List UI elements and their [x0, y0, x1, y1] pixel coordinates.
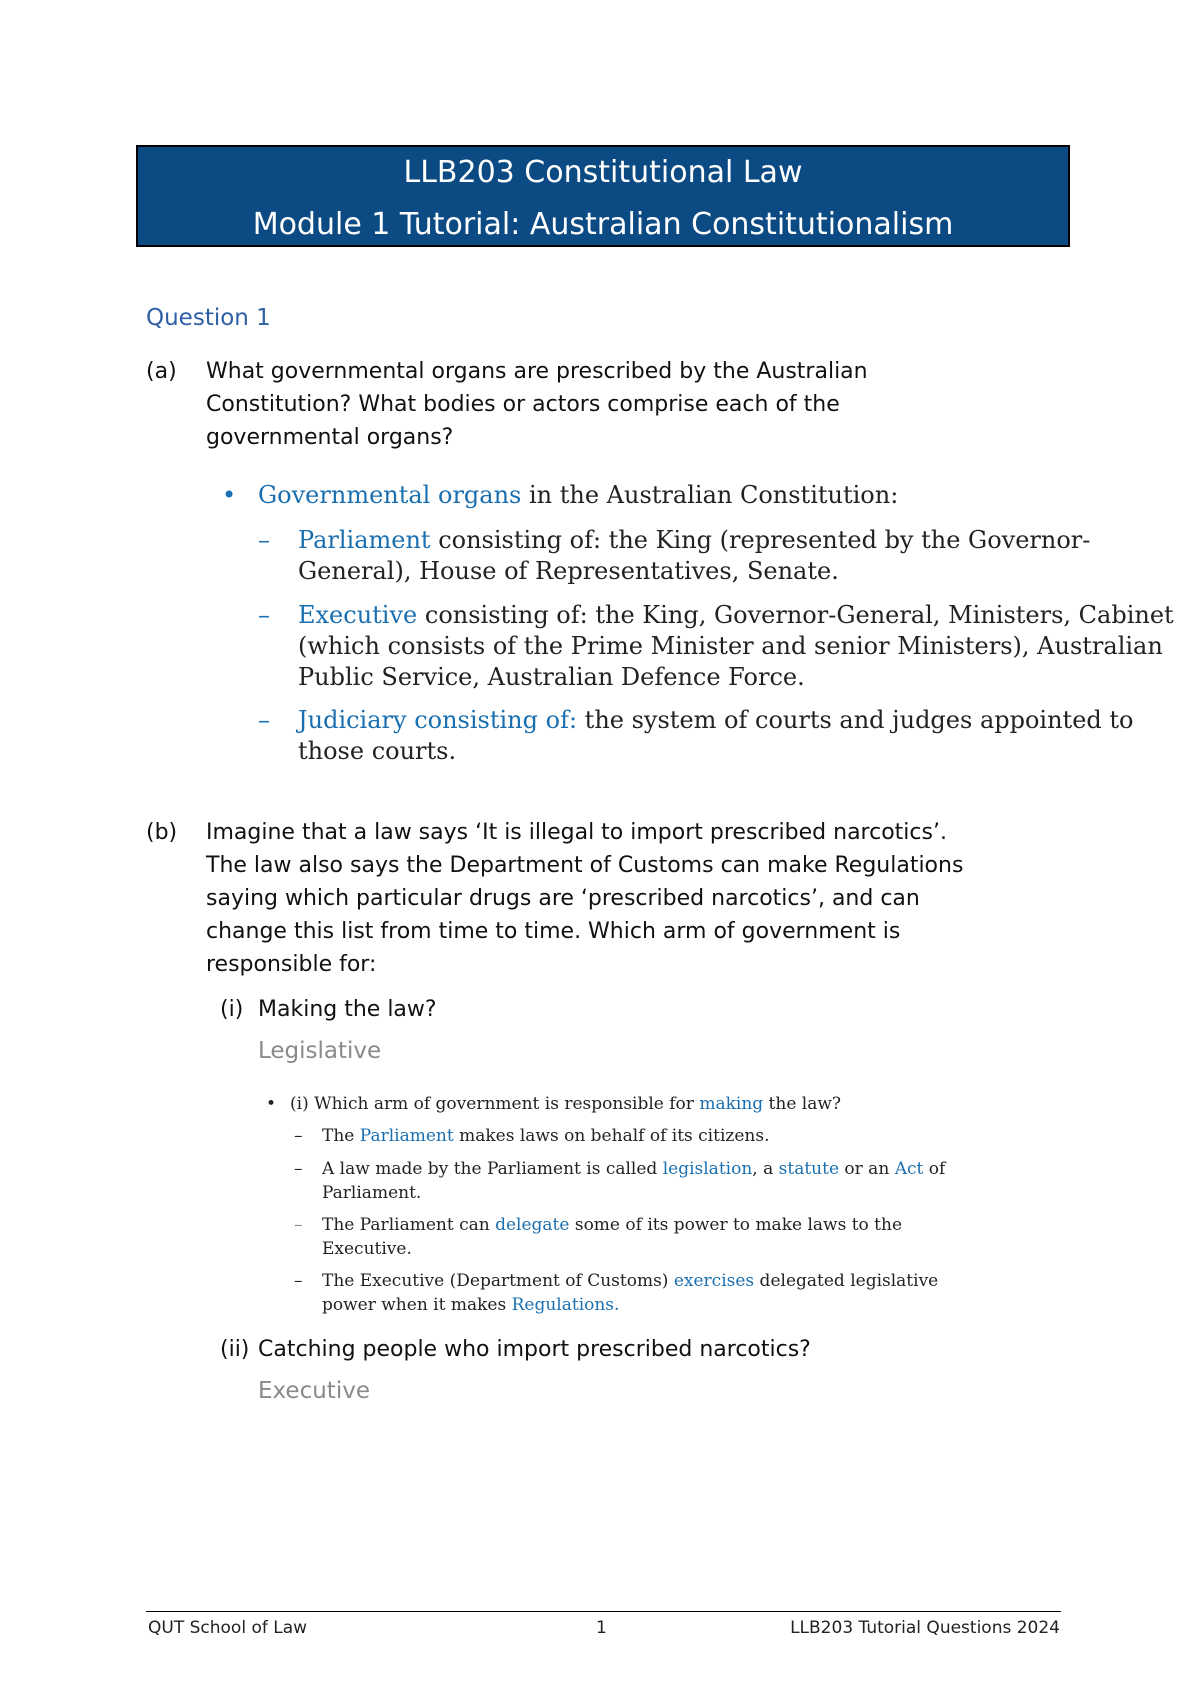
footer-page-number: 1	[596, 1618, 607, 1638]
slide2-highlight: Act	[894, 1159, 924, 1179]
slide1-parliament-highlight: Parliament	[298, 526, 431, 554]
part-b-label: (b)	[146, 820, 178, 845]
bullet: •	[266, 1094, 277, 1114]
sub-ii-text: Catching people who import prescribed narcotics?	[258, 1337, 811, 1362]
slide1-judiciary-highlight: Judiciary consisting of:	[298, 706, 578, 734]
part-b-text	[206, 816, 1096, 981]
slide2-text: The Parliament can	[322, 1215, 496, 1235]
bullet: •	[222, 481, 237, 509]
slide1-judiciary-text: the system of courts and judges appointed to	[577, 706, 1134, 734]
part-a-text	[206, 355, 1096, 454]
slide2-text: A law made by the Parliament is called	[322, 1159, 663, 1179]
slide1-parliament-text: consisting of: the King (represented by the Governor-	[430, 526, 1091, 554]
slide1-judiciary-line2: those courts.	[298, 737, 457, 765]
slide2-text: , a	[752, 1159, 779, 1179]
slide1-intro	[258, 480, 898, 511]
dash: –	[258, 706, 270, 734]
part-b-line: The law also says the Department of Customs can make Regulations	[206, 853, 964, 878]
part-a-label: (a)	[146, 359, 177, 384]
sub-i-label: (i)	[220, 997, 244, 1022]
part-a-line: What governmental organs are prescribed by the Australian	[206, 359, 868, 384]
slide2-text: delegated legislative	[754, 1271, 939, 1291]
dash: –	[294, 1159, 303, 1179]
slide2-line2-cont: Parliament.	[322, 1183, 422, 1203]
slide2-highlight: exercises	[673, 1271, 755, 1291]
sub-i-text: Making the law?	[258, 997, 437, 1022]
slide2-text: The	[322, 1126, 360, 1146]
slide2-line4	[322, 1269, 938, 1293]
part-b-line: change this list from time to time. Which arm of government is	[206, 919, 901, 944]
module-title: Module 1 Tutorial: Australian Constitutionalism	[252, 207, 954, 242]
slide2-text: some of its power to make laws to the	[569, 1215, 903, 1235]
slide2-text: or an	[839, 1159, 895, 1179]
slide2-question	[290, 1092, 841, 1116]
footer-course: LLB203 Tutorial Questions 2024	[790, 1618, 1060, 1638]
slide1-parliament	[298, 525, 1090, 556]
dash: –	[294, 1271, 303, 1291]
slide1-intro-text: in the Australian Constitution:	[521, 481, 899, 509]
slide1-parliament-line2: General), House of Representatives, Senate.	[298, 557, 839, 585]
sub-ii-answer: Executive	[258, 1378, 370, 1404]
slide2-question-text: (i) Which arm of government is responsible for	[290, 1094, 700, 1114]
dash: –	[258, 526, 270, 554]
slide2-text: makes laws on behalf of its citizens.	[453, 1126, 770, 1146]
slide1-intro-highlight: Governmental organs	[258, 481, 522, 509]
question-heading: Question 1	[146, 305, 271, 331]
slide2-question-highlight: making	[699, 1094, 764, 1114]
part-a-line: governmental organs?	[206, 425, 454, 450]
dash: –	[258, 601, 270, 629]
dash: –	[294, 1215, 303, 1235]
slide2-text: of	[923, 1159, 946, 1179]
footer-divider	[146, 1611, 1061, 1612]
part-b-line: responsible for:	[206, 952, 377, 977]
slide2-text: The Executive (Department of Customs)	[322, 1271, 674, 1291]
slide2-line4-cont	[322, 1293, 619, 1317]
slide2-highlight: legislation	[662, 1159, 753, 1179]
slide2-highlight: Parliament	[359, 1126, 454, 1146]
course-title: LLB203 Constitutional Law	[403, 155, 803, 190]
title-banner	[136, 145, 1070, 247]
sub-i-answer: Legislative	[258, 1038, 382, 1064]
slide1-executive-line3: Public Service, Australian Defence Force.	[298, 663, 805, 691]
part-a-line: Constitution? What bodies or actors comprise each of the	[206, 392, 840, 417]
slide2-text: power when it makes	[322, 1295, 512, 1315]
sub-ii-label: (ii)	[220, 1337, 250, 1362]
slide2-question-text: the law?	[763, 1094, 842, 1114]
slide1-executive-line2: (which consists of the Prime Minister and senior Ministers), Australian	[298, 632, 1163, 660]
part-b-line: saying which particular drugs are ‘prescribed narcotics’, and can	[206, 886, 920, 911]
slide2-highlight: statute	[778, 1159, 840, 1179]
part-b-line: Imagine that a law says ‘It is illegal to import prescribed narcotics’.	[206, 820, 947, 845]
slide2-line3-cont: Executive.	[322, 1239, 412, 1259]
slide1-judiciary	[298, 705, 1134, 736]
slide2-line1	[322, 1124, 769, 1148]
slide1-executive	[298, 600, 1174, 631]
footer-school: QUT School of Law	[148, 1618, 308, 1638]
slide2-line3	[322, 1213, 902, 1237]
slide2-highlight: Regulations.	[511, 1295, 620, 1315]
slide2-line2	[322, 1157, 945, 1181]
dash: –	[294, 1126, 303, 1146]
slide1-executive-text: consisting of: the King, Governor-General, Ministers, Cabinet	[417, 601, 1174, 629]
slide1-executive-highlight: Executive	[298, 601, 418, 629]
slide2-highlight: delegate	[495, 1215, 570, 1235]
